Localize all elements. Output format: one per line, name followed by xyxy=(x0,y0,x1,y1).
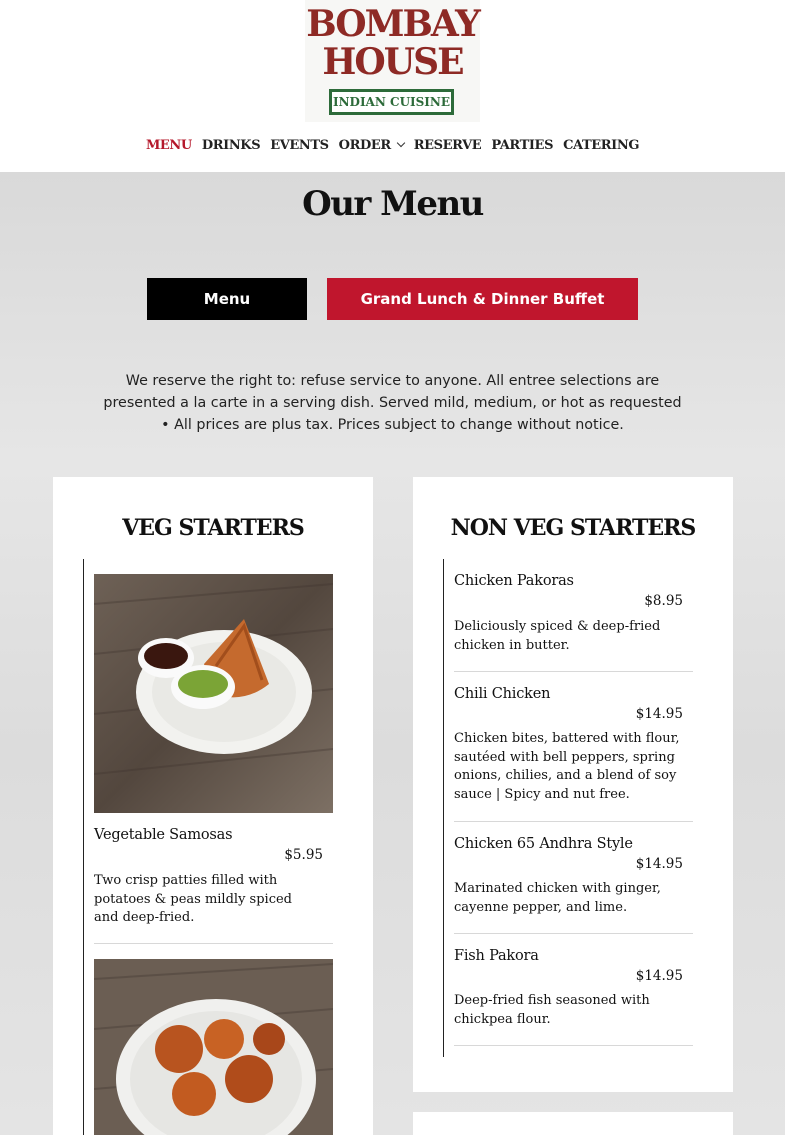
tab-buffet[interactable]: Grand Lunch & Dinner Buffet xyxy=(327,278,638,320)
item-name: Chicken 65 Andhra Style xyxy=(454,836,633,852)
item-name: Chili Chicken xyxy=(454,686,551,702)
item-name: Fish Pakora xyxy=(454,948,539,964)
page-title: Our Menu xyxy=(302,184,483,224)
item-divider xyxy=(94,943,333,944)
item-description: Two crisp patties filled with potatoes & peas mildly spiced and deep-fried. xyxy=(94,873,292,925)
nav-label: DRINKS xyxy=(201,137,261,153)
item-name: Vegetable Samosas xyxy=(94,827,233,843)
nav-item-catering[interactable] xyxy=(558,135,644,155)
tab-menu[interactable]: Menu xyxy=(147,278,307,320)
item-description: Chicken bites, battered with flour, sautéed with bell peppers, spring onions, chilies, and a blend of soy sauce | Spicy and nut free. xyxy=(454,731,680,802)
nav-label: EVENTS xyxy=(270,137,329,153)
item-divider xyxy=(454,933,693,934)
non-veg-starters-card xyxy=(413,477,733,1092)
item-description: Marinated chicken with ginger, cayenne pepper, and lime. xyxy=(454,881,661,915)
nav-item-reserve[interactable] xyxy=(409,135,487,155)
section-title: NON VEG STARTERS xyxy=(450,515,696,541)
item-divider xyxy=(454,821,693,822)
nav-item-order[interactable] xyxy=(334,135,409,155)
pakora-photo xyxy=(94,959,333,1135)
item-name: Chicken Pakoras xyxy=(454,573,574,589)
item-price: $14.95 xyxy=(635,706,683,722)
logo-line-1: BOMBAY xyxy=(306,3,479,45)
item-price: $5.95 xyxy=(284,847,323,863)
section-title: VEG STARTERS xyxy=(122,515,304,541)
item-price: $14.95 xyxy=(635,968,683,984)
bombay-house-logo[interactable] xyxy=(305,0,480,122)
samosa-photo xyxy=(94,574,333,813)
nav-label: PARTIES xyxy=(491,137,554,153)
menu-page xyxy=(0,172,785,1135)
item-description: Deliciously spiced & deep-fried chicken in butter. xyxy=(454,619,661,653)
nav-label: CATERING xyxy=(563,137,640,153)
item-price: $8.95 xyxy=(644,593,683,609)
logo-tagline: INDIAN CUISINE xyxy=(329,89,454,115)
nav-item-drinks[interactable] xyxy=(197,135,265,155)
next-menu-card xyxy=(413,1112,733,1135)
nav-item-parties[interactable] xyxy=(486,135,558,155)
item-divider xyxy=(454,671,693,672)
nav-label: ORDER xyxy=(338,137,391,153)
nav-item-events[interactable] xyxy=(265,135,333,155)
section-rule xyxy=(83,559,84,1135)
nav-item-menu[interactable] xyxy=(141,135,197,155)
nav-label: RESERVE xyxy=(413,137,482,153)
item-price: $14.95 xyxy=(635,856,683,872)
nav-label: MENU xyxy=(145,137,192,153)
menu-notice: We reserve the right to: refuse service to anyone. All entree selections are presented a la carte in a serving dish. Served mild, medium, or hot as requested • All prices are plus tax. Prices subject to change without notice. xyxy=(103,373,682,433)
main-nav xyxy=(0,135,785,155)
item-description: Deep-fried fish seasoned with chickpea flour. xyxy=(454,993,650,1027)
site-header xyxy=(0,0,785,172)
veg-starters-card xyxy=(53,477,373,1135)
chevron-down-icon xyxy=(397,139,405,147)
section-rule xyxy=(443,559,444,1057)
item-divider xyxy=(454,1045,693,1046)
logo-line-2: HOUSE xyxy=(322,41,463,83)
